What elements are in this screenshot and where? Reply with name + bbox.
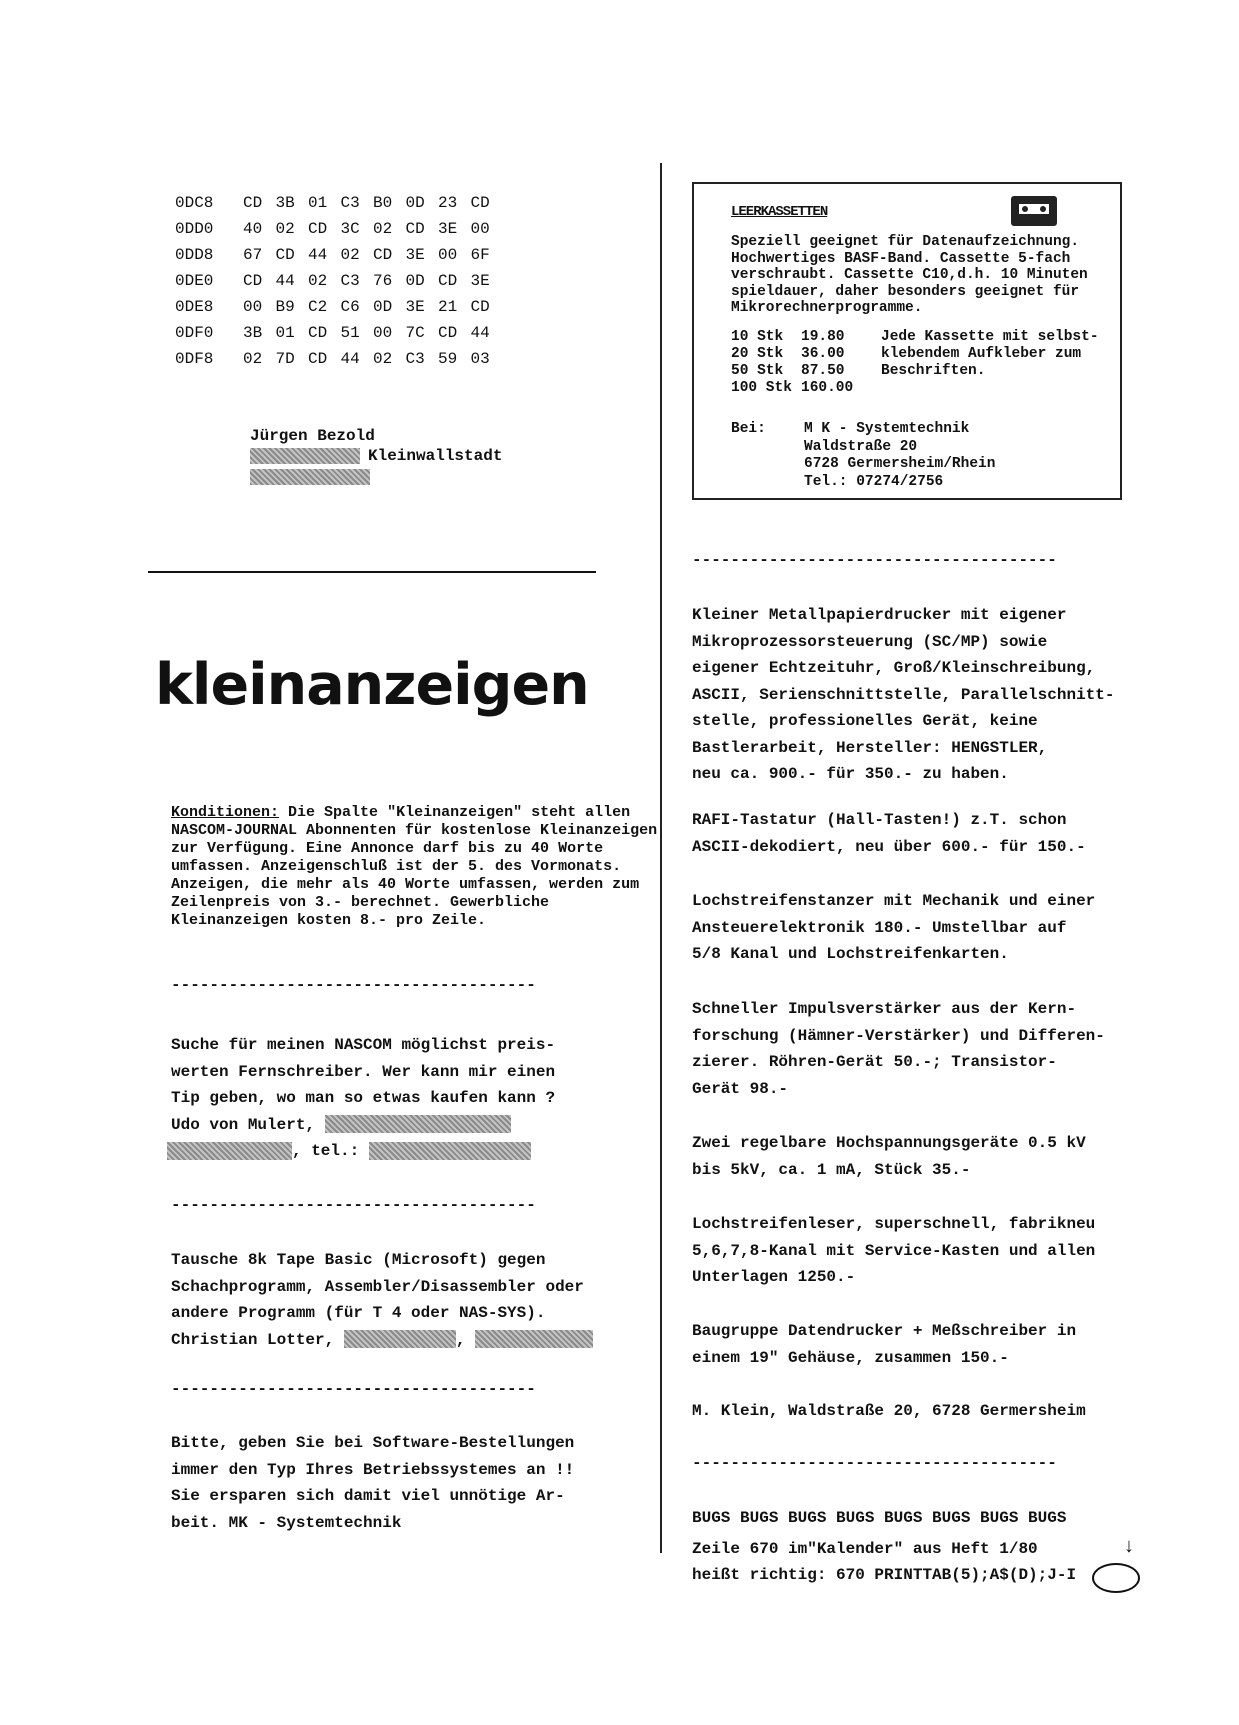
hex-byte: 44 [470, 324, 490, 342]
hex-byte: CD [243, 272, 263, 290]
hex-address: 0DF8 [175, 350, 214, 368]
ad-line: Bastlerarbeit, Hersteller: HENGSTLER, [692, 738, 1048, 757]
hex-byte: 01 [308, 194, 328, 212]
ad-line: Zwei regelbare Hochspannungsgeräte 0.5 kV [692, 1134, 1086, 1152]
hex-byte: 00 [438, 246, 458, 264]
hex-byte: 0D [405, 272, 425, 290]
price-list [731, 329, 1099, 397]
author-name: Jürgen Bezold [250, 427, 375, 445]
hex-row [175, 320, 503, 346]
divider: -------------------------------------- [171, 1196, 536, 1214]
seller-label: Bei: [731, 421, 766, 437]
cassette-ad-box [692, 182, 1122, 500]
ad-line: Tausche 8k Tape Basic (Microsoft) gegen [171, 1251, 546, 1269]
hex-byte: 44 [340, 350, 360, 368]
hex-byte: 3C [340, 220, 360, 238]
price-qty: 20 Stk [731, 346, 784, 362]
hex-byte: 21 [438, 298, 458, 316]
ad-line: Mikroprozessorsteuerung (SC/MP) sowie [692, 632, 1048, 651]
divider: -------------------------------------- [171, 976, 536, 994]
hex-byte: 6F [470, 246, 490, 264]
page-heading: kleinanzeigen [155, 652, 589, 718]
price-row [731, 346, 1099, 363]
hex-byte: 02 [373, 350, 393, 368]
price-note: Beschriften. [881, 363, 986, 379]
ad-line: Lochstreifenstanzer mit Mechanik und einer [692, 892, 1096, 910]
ad-line: werten Fernschreiber. Wer kann mir einen [171, 1062, 556, 1081]
hex-byte: C3 [405, 350, 425, 368]
ad-line: Tip geben, wo man so etwas kaufen kann ? [171, 1089, 556, 1107]
hex-byte: CD [275, 246, 295, 264]
ad-line: eigener Echtzeituhr, Groß/Kleinschreibung, [692, 659, 1096, 677]
ad-line: Schachprogramm, Assembler/Disassembler oder [171, 1277, 584, 1296]
ad-line: Baugruppe Datendrucker + Meßschreiber in [692, 1322, 1077, 1340]
hex-byte: 0D [405, 194, 425, 212]
ad-line: beit. MK - Systemtechnik [171, 1513, 402, 1532]
hex-address: 0DE0 [175, 272, 214, 290]
desc-line: Hochwertiges BASF-Band. Cassette 5-fach [731, 250, 1071, 267]
hex-dump [175, 190, 503, 372]
classified-ad [692, 1130, 1162, 1183]
desc-line: Speziell geeignet für Datenaufzeichnung. [731, 234, 1080, 250]
ad-line: immer den Typ Ihres Betriebssystemes an !! [171, 1460, 575, 1479]
hex-byte: CD [438, 324, 458, 342]
hex-byte: 02 [243, 350, 263, 368]
hex-byte: CD [373, 246, 393, 264]
ad-line: stelle, professionelles Gerät, keine [692, 712, 1038, 730]
classified-ad [692, 602, 1162, 788]
hex-row [175, 190, 503, 216]
ad-line: Gerät 98.- [692, 1079, 789, 1098]
hex-byte: 02 [373, 220, 393, 238]
redacted-postcode [250, 469, 370, 485]
hex-byte: 00 [373, 324, 393, 342]
hex-byte: C2 [308, 298, 328, 316]
ad-line: ASCII, Serienschnittstelle, Parallelschnitt- [692, 685, 1115, 704]
price-amount: 36.00 [801, 346, 845, 362]
hex-byte: 44 [308, 246, 328, 264]
classified-ad [692, 996, 1162, 1102]
price-row [731, 329, 1099, 346]
ad-line: Kleiner Metallpapierdrucker mit eigener [692, 606, 1067, 624]
ad-line: ASCII-dekodiert, neu über 600.- für 150.- [692, 837, 1086, 856]
hex-byte: 59 [438, 350, 458, 368]
hex-byte: 44 [275, 272, 295, 290]
redacted-city [167, 1142, 292, 1160]
hex-row [175, 268, 503, 294]
classified-ad [692, 1211, 1162, 1291]
hex-byte: B9 [275, 298, 295, 316]
redacted-address [250, 448, 360, 464]
desc-line: spieldauer, daher besonders geeignet für [731, 283, 1080, 300]
hex-byte: 03 [470, 350, 490, 368]
hex-byte: 3B [243, 324, 263, 342]
price-row [731, 380, 1099, 397]
hex-byte: 3E [405, 298, 425, 316]
hex-address: 0DF0 [175, 324, 214, 342]
classified-ad [692, 888, 1162, 968]
seller-info [731, 421, 995, 491]
ad-line: neu ca. 900.- für 350.- zu haben. [692, 765, 1009, 783]
price-note: klebendem Aufkleber zum [881, 346, 1082, 362]
classified-ad [171, 1032, 661, 1165]
ad-line: M. Klein, Waldstraße 20, 6728 Germersheim [692, 1402, 1086, 1420]
hex-address: 0DE8 [175, 298, 214, 316]
ad-title: LEERKASSETTEN [731, 204, 828, 220]
price-amount: 87.50 [801, 363, 845, 379]
hex-byte: 3E [438, 220, 458, 238]
redacted-city [475, 1330, 593, 1348]
hex-byte: 51 [340, 324, 360, 342]
ad-line: 5,6,7,8-Kanal mit Service-Kasten und allen [692, 1241, 1096, 1260]
hex-address: 0DD0 [175, 220, 214, 238]
ad-line: Bitte, geben Sie bei Software-Bestellungen [171, 1434, 575, 1452]
hex-byte: CD [405, 220, 425, 238]
ad-line: zierer. Röhren-Gerät 50.-; Transistor- [692, 1053, 1057, 1071]
hex-byte: CD [308, 220, 328, 238]
author-city: Kleinwallstadt [368, 447, 503, 465]
conditions-label: Konditionen: [171, 804, 280, 821]
seller-line: M K - Systemtechnik [804, 421, 970, 437]
hex-byte: 3B [275, 194, 295, 212]
classified-ad [692, 807, 1162, 860]
hex-byte: 7C [405, 324, 425, 342]
hex-byte: CD [470, 194, 490, 212]
hex-byte: C3 [340, 272, 360, 290]
price-qty: 10 Stk [731, 329, 784, 345]
hex-byte: CD [243, 194, 263, 212]
ad-line: RAFI-Tastatur (Hall-Tasten!) z.T. schon [692, 811, 1067, 829]
author-signature [250, 426, 502, 486]
hex-byte: 0D [373, 298, 393, 316]
bugs-line: Zeile 670 im"Kalender" aus Heft 1/80 [692, 1539, 1038, 1558]
bugs-title: BUGS BUGS BUGS BUGS BUGS BUGS BUGS BUGS [692, 1509, 1067, 1527]
hex-byte: 02 [308, 272, 328, 290]
hex-byte: C6 [340, 298, 360, 316]
seller-line: 6728 Germersheim/Rhein [804, 456, 996, 472]
ad-line: 5/8 Kanal und Lochstreifenkarten. [692, 945, 1009, 963]
hex-byte: 76 [373, 272, 393, 290]
price-qty: 50 Stk [731, 363, 784, 379]
hex-byte: CD [308, 350, 328, 368]
hex-row [175, 294, 503, 320]
ad-line: forschung (Hämner-Verstärker) und Differen- [692, 1026, 1105, 1045]
hex-address: 0DD8 [175, 246, 214, 264]
redacted-address [344, 1330, 456, 1348]
hex-byte: 00 [470, 220, 490, 238]
correction-circle [1092, 1563, 1140, 1593]
desc-line: verschraubt. Cassette C10,d.h. 10 Minuten [731, 267, 1088, 283]
ad-line: Suche für meinen NASCOM möglichst preis- [171, 1036, 556, 1054]
hex-byte: 3E [405, 246, 425, 264]
redacted-phone [369, 1142, 531, 1160]
hex-byte: 3E [470, 272, 490, 290]
hex-byte: 00 [243, 298, 263, 316]
hex-byte: CD [470, 298, 490, 316]
seller-line: Tel.: 07274/2756 [804, 473, 944, 490]
hex-byte: 02 [340, 246, 360, 264]
divider: -------------------------------------- [171, 1380, 536, 1398]
ad-contact-tel: , tel.: [292, 1142, 360, 1160]
hex-row [175, 242, 503, 268]
ad-line: bis 5kV, ca. 1 mA, Stück 35.- [692, 1160, 971, 1179]
hex-row [175, 346, 503, 372]
hex-row [175, 216, 503, 242]
ad-line: Unterlagen 1250.- [692, 1268, 856, 1286]
price-amount: 19.80 [801, 329, 845, 345]
desc-line: Mikrorechnerprogramme. [731, 300, 923, 316]
hex-address: 0DC8 [175, 194, 214, 212]
price-row [731, 363, 1099, 380]
price-qty: 100 Stk [731, 380, 792, 396]
ad-contact-name: Udo von Mulert, [171, 1115, 316, 1134]
ad-line: einem 19" Gehäuse, zusammen 150.- [692, 1348, 1009, 1367]
ad-line: Sie ersparen sich damit viel unnötige Ar- [171, 1487, 565, 1505]
classified-ad [692, 1398, 1162, 1425]
classified-ad [171, 1430, 661, 1536]
horizontal-rule [148, 571, 596, 573]
redacted-address [325, 1115, 511, 1133]
down-arrow-icon: ↓ [1123, 1536, 1136, 1559]
hex-byte: 7D [275, 350, 295, 368]
hex-byte: 23 [438, 194, 458, 212]
price-note: Jede Kassette mit selbst- [881, 329, 1099, 345]
classified-ad [171, 1247, 661, 1353]
hex-byte: 01 [275, 324, 295, 342]
ad-line: Lochstreifenleser, superschnell, fabrikneu [692, 1215, 1096, 1233]
hex-byte: CD [308, 324, 328, 342]
ad-separator: , [455, 1330, 466, 1349]
bugs-line: heißt richtig: 670 PRINTTAB(5);A$(D);J-I [692, 1566, 1077, 1584]
hex-byte: B0 [373, 194, 393, 212]
divider: -------------------------------------- [692, 1454, 1057, 1472]
hex-byte: 67 [243, 246, 263, 264]
ad-line: Schneller Impulsverstärker aus der Kern- [692, 1000, 1077, 1018]
ad-line: andere Programm (für T 4 oder NAS-SYS). [171, 1304, 546, 1322]
price-amount: 160.00 [801, 380, 854, 396]
divider: -------------------------------------- [692, 551, 1057, 569]
hex-byte: CD [438, 272, 458, 290]
ad-line: Ansteuerelektronik 180.- Umstellbar auf [692, 918, 1067, 937]
hex-byte: 40 [243, 220, 263, 238]
ad-contact-name: Christian Lotter, [171, 1330, 335, 1349]
conditions-text: Die Spalte "Kleinanzeigen" steht allen NASCOM-JOURNAL Abonnenten für kostenlose Kleinanzeigen zur Verfügung. Eine Annonce darf bis zu 40 Worte umfassen. Anzeigenschluß ist der 5. des Vormonats. Anzeigen, die mehr als 40 Worte umfassen, werden zum Zeilenpreis von 3.- berechnet. Gewerbliche Kleinanzeigen kosten 8.- pro Zeile. [171, 804, 658, 929]
classified-ad [692, 1318, 1162, 1371]
hex-byte: C3 [340, 194, 360, 212]
seller-line: Waldstraße 20 [804, 438, 918, 455]
conditions-block [171, 804, 661, 930]
cassette-icon [1011, 196, 1057, 226]
hex-byte: 02 [275, 220, 295, 238]
ad-description [731, 234, 1111, 317]
